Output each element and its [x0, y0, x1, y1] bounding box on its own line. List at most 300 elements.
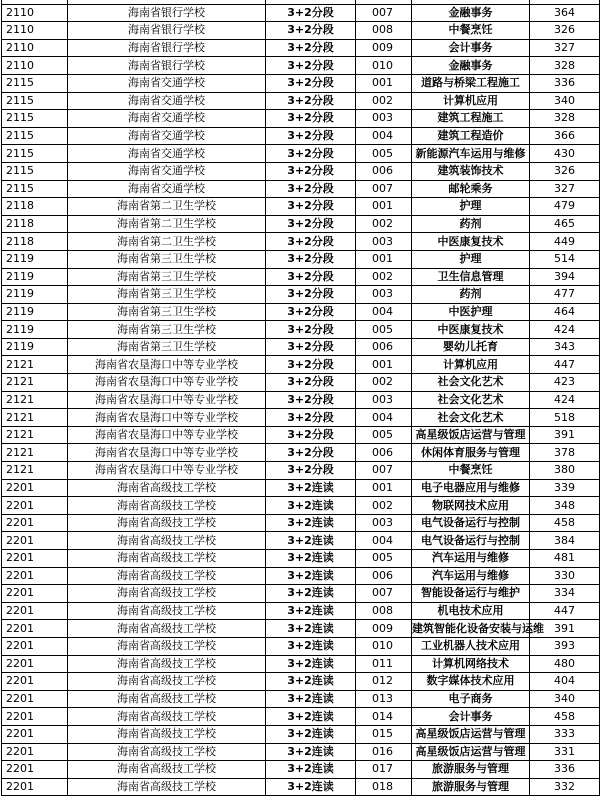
- table-row: [2, 250, 600, 268]
- enrollment-type-cell: 3+2分段: [266, 74, 356, 92]
- major-name-cell: 数字媒体技术应用: [412, 673, 530, 691]
- major-name-cell: 金融事务: [412, 4, 530, 22]
- school-name-cell: 海南省第三卫生学校: [68, 338, 266, 356]
- major-code-cell: 006: [356, 444, 412, 462]
- major-code-cell: 004: [356, 532, 412, 550]
- major-code-cell: 009: [356, 39, 412, 57]
- table-row: [2, 92, 600, 110]
- major-name-cell: 社会文化艺术: [412, 374, 530, 392]
- score-cell: 481: [530, 550, 600, 568]
- school-name-cell: 海南省农垦海口中等专业学校: [68, 356, 266, 374]
- table-row: [2, 673, 600, 691]
- major-name-cell: 高星级饭店运营与管理: [412, 426, 530, 444]
- school-code-cell: 2201: [2, 743, 68, 761]
- major-code-cell: 007: [356, 4, 412, 22]
- table-row: [2, 268, 600, 286]
- major-name-cell: 汽车运用与维修: [412, 567, 530, 585]
- score-cell: 340: [530, 92, 600, 110]
- score-cell: 447: [530, 356, 600, 374]
- enrollment-type-cell: 3+2分段: [266, 409, 356, 427]
- table-row: [2, 514, 600, 532]
- major-name-cell: 护理: [412, 198, 530, 216]
- table-row: [2, 637, 600, 655]
- enrollment-type-cell: 3+2分段: [266, 198, 356, 216]
- school-code-cell: 2115: [2, 127, 68, 145]
- major-code-cell: 010: [356, 637, 412, 655]
- enrollment-type-cell: 3+2连读: [266, 655, 356, 673]
- major-name-cell: 社会文化艺术: [412, 391, 530, 409]
- score-cell: 333: [530, 725, 600, 743]
- enrollment-type-cell: 3+2分段: [266, 127, 356, 145]
- school-name-cell: 海南省银行学校: [68, 22, 266, 40]
- table-row: [2, 39, 600, 57]
- major-name-cell: 会计事务: [412, 708, 530, 726]
- score-cell: 477: [530, 286, 600, 304]
- score-cell: 328: [530, 57, 600, 75]
- school-name-cell: 海南省高级技工学校: [68, 550, 266, 568]
- school-name-cell: 海南省高级技工学校: [68, 743, 266, 761]
- major-code-cell: 003: [356, 233, 412, 251]
- major-code-cell: 017: [356, 761, 412, 779]
- school-code-cell: 2119: [2, 321, 68, 339]
- school-code-cell: 2121: [2, 391, 68, 409]
- score-cell: 458: [530, 708, 600, 726]
- enrollment-type-cell: 3+2连读: [266, 567, 356, 585]
- major-name-cell: 中医康复技术: [412, 321, 530, 339]
- major-name-cell: 计算机应用: [412, 92, 530, 110]
- table-row: [2, 778, 600, 796]
- enrollment-type-cell: 3+2连读: [266, 708, 356, 726]
- major-code-cell: 005: [356, 321, 412, 339]
- enrollment-type-cell: 3+2分段: [266, 444, 356, 462]
- school-name-cell: 海南省高级技工学校: [68, 690, 266, 708]
- score-cell: 480: [530, 655, 600, 673]
- school-name-cell: 海南省农垦海口中等专业学校: [68, 409, 266, 427]
- school-code-cell: 2121: [2, 462, 68, 480]
- school-name-cell: 海南省高级技工学校: [68, 497, 266, 515]
- school-name-cell: 海南省农垦海口中等专业学校: [68, 462, 266, 480]
- major-name-cell: 新能源汽车运用与维修: [412, 145, 530, 163]
- major-code-cell: 008: [356, 22, 412, 40]
- table-row: [2, 602, 600, 620]
- school-name-cell: 海南省第三卫生学校: [68, 286, 266, 304]
- school-code-cell: 2121: [2, 444, 68, 462]
- major-name-cell: 电气设备运行与控制: [412, 514, 530, 532]
- table-row: [2, 444, 600, 462]
- school-name-cell: 海南省农垦海口中等专业学校: [68, 444, 266, 462]
- score-cell: 464: [530, 303, 600, 321]
- score-cell: 327: [530, 39, 600, 57]
- enrollment-type-cell: 3+2分段: [266, 250, 356, 268]
- school-name-cell: 海南省农垦海口中等专业学校: [68, 426, 266, 444]
- major-name-cell: 智能设备运行与维护: [412, 585, 530, 603]
- enrollment-type-cell: 3+2分段: [266, 303, 356, 321]
- enrollment-type-cell: 3+2连读: [266, 743, 356, 761]
- score-cell: 424: [530, 391, 600, 409]
- score-cell: 458: [530, 514, 600, 532]
- table-row: [2, 497, 600, 515]
- major-code-cell: 001: [356, 479, 412, 497]
- score-cell: 330: [530, 567, 600, 585]
- table-body: [2, 0, 600, 796]
- major-name-cell: 金融事务: [412, 57, 530, 75]
- table-row: [2, 321, 600, 339]
- school-code-cell: 2115: [2, 162, 68, 180]
- school-code-cell: 2201: [2, 479, 68, 497]
- major-code-cell: 003: [356, 286, 412, 304]
- school-name-cell: 海南省第二卫生学校: [68, 233, 266, 251]
- table-row: [2, 690, 600, 708]
- table-row: [2, 356, 600, 374]
- enrollment-type-cell: 3+2连读: [266, 673, 356, 691]
- major-code-cell: 004: [356, 409, 412, 427]
- enrollment-type-cell: 3+2分段: [266, 321, 356, 339]
- table-row: [2, 145, 600, 163]
- score-cell: 378: [530, 444, 600, 462]
- score-cell: 326: [530, 22, 600, 40]
- major-name-cell: 电气设备运行与控制: [412, 532, 530, 550]
- school-code-cell: 2110: [2, 39, 68, 57]
- school-code-cell: 2201: [2, 514, 68, 532]
- school-code-cell: 2115: [2, 92, 68, 110]
- enrollment-type-cell: 3+2连读: [266, 585, 356, 603]
- school-name-cell: 海南省第三卫生学校: [68, 268, 266, 286]
- enrollment-type-cell: 3+2连读: [266, 761, 356, 779]
- enrollment-type-cell: 3+2分段: [266, 286, 356, 304]
- major-name-cell: 计算机网络技术: [412, 655, 530, 673]
- school-code-cell: 2201: [2, 778, 68, 796]
- major-name-cell: 机电技术应用: [412, 602, 530, 620]
- school-name-cell: 海南省高级技工学校: [68, 761, 266, 779]
- score-cell: 343: [530, 338, 600, 356]
- table-row: [2, 198, 600, 216]
- school-name-cell: 海南省交通学校: [68, 145, 266, 163]
- school-name-cell: 海南省交通学校: [68, 110, 266, 128]
- major-code-cell: 003: [356, 110, 412, 128]
- school-name-cell: 海南省高级技工学校: [68, 708, 266, 726]
- school-name-cell: 海南省高级技工学校: [68, 673, 266, 691]
- enrollment-type-cell: 3+2连读: [266, 479, 356, 497]
- score-cell: 339: [530, 479, 600, 497]
- major-code-cell: 005: [356, 550, 412, 568]
- major-code-cell: 002: [356, 92, 412, 110]
- table-row: [2, 655, 600, 673]
- table-row: [2, 567, 600, 585]
- major-name-cell: 物联网技术应用: [412, 497, 530, 515]
- table-row: [2, 743, 600, 761]
- enrollment-type-cell: 3+2分段: [266, 92, 356, 110]
- score-cell: 340: [530, 690, 600, 708]
- major-name-cell: 中医康复技术: [412, 233, 530, 251]
- enrollment-type-cell: 3+2分段: [266, 110, 356, 128]
- enrollment-type-cell: 3+2分段: [266, 462, 356, 480]
- major-code-cell: 002: [356, 497, 412, 515]
- major-name-cell: 旅游服务与管理: [412, 778, 530, 796]
- school-name-cell: 海南省第三卫生学校: [68, 250, 266, 268]
- major-name-cell: 药剂: [412, 215, 530, 233]
- school-code-cell: 2201: [2, 725, 68, 743]
- score-cell: 380: [530, 462, 600, 480]
- enrollment-type-cell: 3+2分段: [266, 426, 356, 444]
- major-name-cell: 汽车运用与维修: [412, 550, 530, 568]
- major-name-cell: 中餐烹饪: [412, 462, 530, 480]
- table-row: [2, 4, 600, 22]
- score-cell: 404: [530, 673, 600, 691]
- school-name-cell: 海南省高级技工学校: [68, 479, 266, 497]
- school-name-cell: 海南省农垦海口中等专业学校: [68, 374, 266, 392]
- major-code-cell: 009: [356, 620, 412, 638]
- table-row: [2, 162, 600, 180]
- major-code-cell: 018: [356, 778, 412, 796]
- enrollment-type-cell: 3+2分段: [266, 162, 356, 180]
- table-row: [2, 409, 600, 427]
- score-cell: 430: [530, 145, 600, 163]
- table-row: [2, 338, 600, 356]
- major-code-cell: 004: [356, 303, 412, 321]
- admission-score-table: [1, 0, 600, 796]
- table-row: [2, 585, 600, 603]
- table-row: [2, 215, 600, 233]
- enrollment-type-cell: 3+2分段: [266, 22, 356, 40]
- school-name-cell: 海南省高级技工学校: [68, 778, 266, 796]
- school-name-cell: 海南省银行学校: [68, 39, 266, 57]
- major-code-cell: 001: [356, 198, 412, 216]
- school-code-cell: 2119: [2, 338, 68, 356]
- score-cell: 391: [530, 620, 600, 638]
- table-row: [2, 110, 600, 128]
- school-name-cell: 海南省高级技工学校: [68, 514, 266, 532]
- school-code-cell: 2201: [2, 673, 68, 691]
- major-code-cell: 012: [356, 673, 412, 691]
- school-code-cell: 2118: [2, 215, 68, 233]
- major-code-cell: 010: [356, 57, 412, 75]
- school-code-cell: 2201: [2, 532, 68, 550]
- major-name-cell: 电子电器应用与维修: [412, 479, 530, 497]
- school-name-cell: 海南省农垦海口中等专业学校: [68, 391, 266, 409]
- major-code-cell: 006: [356, 338, 412, 356]
- school-code-cell: 2201: [2, 585, 68, 603]
- school-name-cell: 海南省高级技工学校: [68, 532, 266, 550]
- major-name-cell: 社会文化艺术: [412, 409, 530, 427]
- major-code-cell: 007: [356, 585, 412, 603]
- score-cell: 328: [530, 110, 600, 128]
- score-cell: 332: [530, 778, 600, 796]
- score-cell: 336: [530, 761, 600, 779]
- school-code-cell: 2201: [2, 690, 68, 708]
- enrollment-type-cell: 3+2连读: [266, 620, 356, 638]
- school-name-cell: 海南省交通学校: [68, 92, 266, 110]
- major-name-cell: 建筑工程施工: [412, 110, 530, 128]
- table-row: [2, 550, 600, 568]
- major-code-cell: 014: [356, 708, 412, 726]
- score-cell: 423: [530, 374, 600, 392]
- major-name-cell: 邮轮乘务: [412, 180, 530, 198]
- school-code-cell: 2115: [2, 110, 68, 128]
- school-code-cell: 2119: [2, 268, 68, 286]
- score-cell: 331: [530, 743, 600, 761]
- major-code-cell: 007: [356, 462, 412, 480]
- enrollment-type-cell: 3+2连读: [266, 514, 356, 532]
- table-row: [2, 532, 600, 550]
- school-name-cell: 海南省银行学校: [68, 57, 266, 75]
- enrollment-type-cell: 3+2连读: [266, 602, 356, 620]
- major-code-cell: 002: [356, 215, 412, 233]
- school-code-cell: 2201: [2, 602, 68, 620]
- major-name-cell: 高星级饭店运营与管理: [412, 743, 530, 761]
- major-code-cell: 006: [356, 567, 412, 585]
- score-cell: 391: [530, 426, 600, 444]
- school-name-cell: 海南省交通学校: [68, 162, 266, 180]
- school-code-cell: 2201: [2, 637, 68, 655]
- major-name-cell: 药剂: [412, 286, 530, 304]
- major-name-cell: 会计事务: [412, 39, 530, 57]
- school-code-cell: 2121: [2, 409, 68, 427]
- major-name-cell: 护理: [412, 250, 530, 268]
- score-cell: 327: [530, 180, 600, 198]
- major-name-cell: 工业机器人技术应用: [412, 637, 530, 655]
- school-name-cell: 海南省交通学校: [68, 180, 266, 198]
- school-code-cell: 2201: [2, 567, 68, 585]
- enrollment-type-cell: 3+2分段: [266, 39, 356, 57]
- score-cell: 366: [530, 127, 600, 145]
- major-code-cell: 002: [356, 268, 412, 286]
- school-code-cell: 2115: [2, 74, 68, 92]
- score-cell: 394: [530, 268, 600, 286]
- school-name-cell: 海南省第三卫生学校: [68, 303, 266, 321]
- major-code-cell: 011: [356, 655, 412, 673]
- school-code-cell: 2115: [2, 180, 68, 198]
- table-row: [2, 57, 600, 75]
- major-code-cell: 013: [356, 690, 412, 708]
- major-code-cell: 008: [356, 602, 412, 620]
- major-code-cell: 015: [356, 725, 412, 743]
- major-code-cell: 001: [356, 356, 412, 374]
- major-code-cell: 004: [356, 127, 412, 145]
- enrollment-type-cell: 3+2分段: [266, 391, 356, 409]
- table-row: [2, 233, 600, 251]
- enrollment-type-cell: 3+2分段: [266, 268, 356, 286]
- enrollment-type-cell: 3+2连读: [266, 637, 356, 655]
- major-code-cell: 001: [356, 250, 412, 268]
- table-row: [2, 180, 600, 198]
- major-code-cell: 003: [356, 514, 412, 532]
- table-row: [2, 426, 600, 444]
- table-row: [2, 462, 600, 480]
- school-name-cell: 海南省交通学校: [68, 127, 266, 145]
- enrollment-type-cell: 3+2分段: [266, 145, 356, 163]
- table-row: [2, 391, 600, 409]
- score-cell: 348: [530, 497, 600, 515]
- enrollment-type-cell: 3+2分段: [266, 374, 356, 392]
- major-name-cell: 建筑智能化设备安装与运维: [412, 620, 530, 638]
- enrollment-type-cell: 3+2连读: [266, 532, 356, 550]
- score-cell: 336: [530, 74, 600, 92]
- enrollment-type-cell: 3+2分段: [266, 4, 356, 22]
- school-name-cell: 海南省高级技工学校: [68, 567, 266, 585]
- school-code-cell: 2201: [2, 761, 68, 779]
- school-name-cell: 海南省银行学校: [68, 4, 266, 22]
- enrollment-type-cell: 3+2连读: [266, 497, 356, 515]
- major-code-cell: 002: [356, 374, 412, 392]
- school-name-cell: 海南省第二卫生学校: [68, 198, 266, 216]
- school-name-cell: 海南省高级技工学校: [68, 585, 266, 603]
- school-code-cell: 2201: [2, 620, 68, 638]
- enrollment-type-cell: 3+2分段: [266, 338, 356, 356]
- enrollment-type-cell: 3+2连读: [266, 550, 356, 568]
- enrollment-type-cell: 3+2分段: [266, 215, 356, 233]
- major-name-cell: 道路与桥梁工程施工: [412, 74, 530, 92]
- major-name-cell: 婴幼儿托育: [412, 338, 530, 356]
- major-code-cell: 007: [356, 180, 412, 198]
- table-row: [2, 479, 600, 497]
- table-row: [2, 761, 600, 779]
- school-code-cell: 2201: [2, 708, 68, 726]
- major-name-cell: 旅游服务与管理: [412, 761, 530, 779]
- score-cell: 514: [530, 250, 600, 268]
- school-code-cell: 2119: [2, 303, 68, 321]
- school-code-cell: 2121: [2, 356, 68, 374]
- score-cell: 518: [530, 409, 600, 427]
- enrollment-type-cell: 3+2分段: [266, 233, 356, 251]
- major-code-cell: 005: [356, 426, 412, 444]
- school-name-cell: 海南省高级技工学校: [68, 620, 266, 638]
- major-code-cell: 006: [356, 162, 412, 180]
- school-code-cell: 2119: [2, 250, 68, 268]
- major-name-cell: 建筑工程造价: [412, 127, 530, 145]
- table-row: [2, 22, 600, 40]
- school-code-cell: 2119: [2, 286, 68, 304]
- enrollment-type-cell: 3+2连读: [266, 725, 356, 743]
- major-name-cell: 卫生信息管理: [412, 268, 530, 286]
- major-code-cell: 005: [356, 145, 412, 163]
- school-code-cell: 2110: [2, 22, 68, 40]
- table-row: [2, 127, 600, 145]
- school-code-cell: 2201: [2, 497, 68, 515]
- table-row: [2, 708, 600, 726]
- school-code-cell: 2118: [2, 198, 68, 216]
- school-name-cell: 海南省高级技工学校: [68, 725, 266, 743]
- enrollment-type-cell: 3+2连读: [266, 778, 356, 796]
- major-code-cell: 003: [356, 391, 412, 409]
- table-row: [2, 620, 600, 638]
- school-name-cell: 海南省第三卫生学校: [68, 321, 266, 339]
- score-cell: 384: [530, 532, 600, 550]
- enrollment-type-cell: 3+2分段: [266, 356, 356, 374]
- school-code-cell: 2110: [2, 57, 68, 75]
- score-cell: 393: [530, 637, 600, 655]
- score-cell: 334: [530, 585, 600, 603]
- school-name-cell: 海南省交通学校: [68, 74, 266, 92]
- major-name-cell: 中餐烹饪: [412, 22, 530, 40]
- score-cell: 449: [530, 233, 600, 251]
- major-code-cell: 001: [356, 74, 412, 92]
- school-code-cell: 2201: [2, 655, 68, 673]
- score-cell: 447: [530, 602, 600, 620]
- enrollment-type-cell: 3+2分段: [266, 180, 356, 198]
- major-code-cell: 016: [356, 743, 412, 761]
- major-name-cell: 建筑装饰技术: [412, 162, 530, 180]
- school-name-cell: 海南省高级技工学校: [68, 637, 266, 655]
- score-cell: 479: [530, 198, 600, 216]
- school-code-cell: 2115: [2, 145, 68, 163]
- enrollment-type-cell: 3+2连读: [266, 690, 356, 708]
- major-name-cell: 休闲体育服务与管理: [412, 444, 530, 462]
- table-row: [2, 74, 600, 92]
- table-row: [2, 374, 600, 392]
- school-name-cell: 海南省第二卫生学校: [68, 215, 266, 233]
- table-row: [2, 286, 600, 304]
- school-code-cell: 2110: [2, 4, 68, 22]
